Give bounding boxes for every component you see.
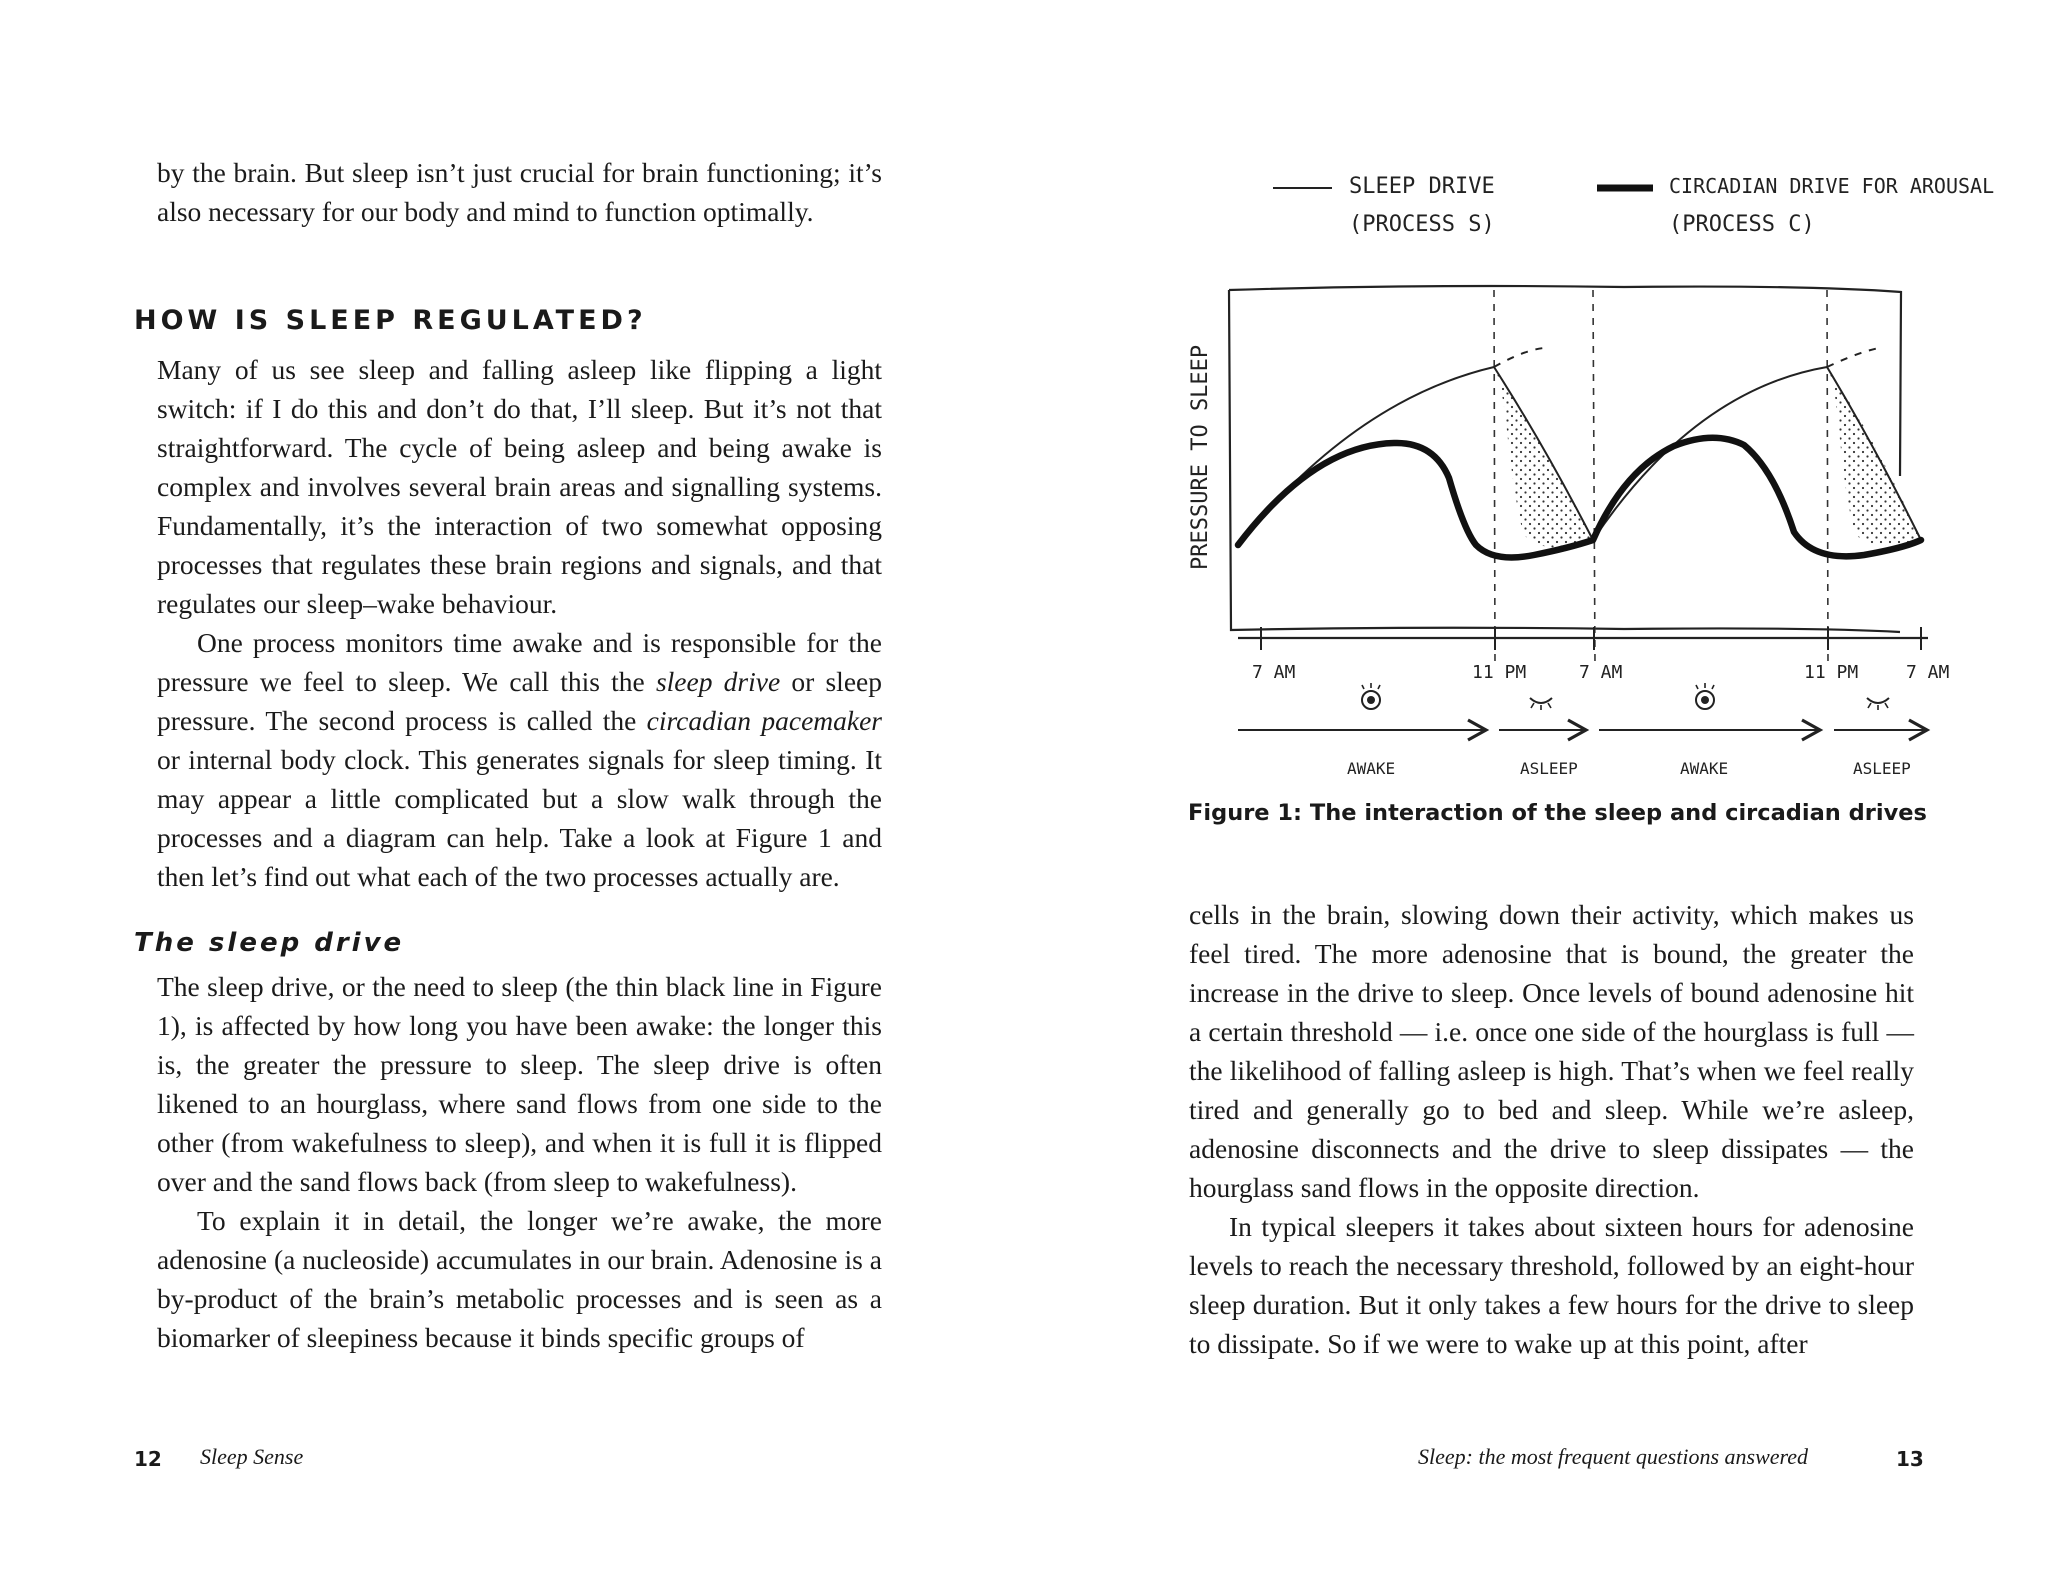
figure-sleep-drives: [1024, 0, 2048, 800]
paragraph-typical-sleepers: [1189, 1207, 1914, 1363]
para2-text-c: or internal body clock. This generates signals for sleep timing. It may appear a little complicated but a slow walk through the processes and a diagram can help. Take a look at Figure 1 and then let’s find out what each of the two processes actually are.: [157, 744, 882, 892]
closed-eye-icon: [1530, 698, 1552, 710]
legend-thin-label-2: (PROCESS S): [1349, 212, 1495, 237]
running-title: Sleep Sense: [200, 1444, 304, 1469]
closed-eye-icon: [1867, 698, 1889, 710]
intro-paragraph: by the brain. But sleep isn’t just crucial for brain functioning; it’s also necessary for our body and mind to function optimally.: [157, 157, 882, 227]
section-heading: HOW IS SLEEP REGULATED?: [134, 305, 647, 336]
y-axis-label: PRESSURE TO SLEEP: [1188, 344, 1213, 570]
open-eye-icon: [1362, 683, 1380, 709]
time-label-2: 11 PM: [1472, 662, 1527, 683]
legend-thick-label-2: (PROCESS C): [1669, 212, 1815, 237]
subsection-heading: The sleep drive: [134, 928, 405, 958]
page-number: 13: [1896, 1447, 1924, 1471]
para2-right-text: In typical sleepers it takes about sixteen hours for adenosine levels to reach the necessary threshold, followed by an eight-hour sleep duration. But it only takes a few hours for the drive to sleep to dissipate. So if we were to wake up at this point, after: [1189, 1211, 1914, 1359]
marker-7am-2: [1593, 290, 1595, 665]
para2-text-b: or sleep pressure. The second process is called the: [157, 666, 882, 736]
time-label-3: 7 AM: [1579, 662, 1623, 683]
legend-thick-label-1: CIRCADIAN DRIVE FOR AROUSAL: [1669, 174, 1995, 198]
page-number: 12: [134, 1447, 162, 1471]
para2-text-a: One process monitors time awake and is responsible for the pressure we feel to sleep. We call this the: [157, 627, 882, 697]
time-label-4: 11 PM: [1804, 662, 1859, 683]
sleep-drive-continuation-1: [1494, 348, 1544, 367]
right-page: [1024, 0, 2048, 1579]
term-sleep-drive: sleep drive: [655, 666, 781, 697]
time-label-1: 7 AM: [1252, 662, 1296, 683]
sleep-drive-continuation-2: [1827, 348, 1879, 367]
para4-text: To explain it in detail, the longer we’re awake, the more adenosine (a nucleoside) accumulates in our brain. Adenosine is a by-product of the brain’s metabolic processes and is seen as a biomarker of sleepiness because it binds specific groups of: [157, 1205, 882, 1353]
marker-11pm-1: [1494, 290, 1495, 665]
state-label-asleep-1: ASLEEP: [1520, 759, 1578, 778]
shaded-gap-1: [1494, 367, 1593, 547]
figure-caption: Figure 1: The interaction of the sleep and circadian drives: [1188, 800, 1927, 826]
legend-thin-label-1: SLEEP DRIVE: [1349, 174, 1495, 199]
paragraph-sleep-drive: The sleep drive, or the need to sleep (the thin black line in Figure 1), is affected by how long you have been awake: the longer this is, the greater the pressure to sleep. The sleep drive is often likened to an hourglass, where sand flows from one side to the other (from wakefulness to sleep), and when it is full it is flipped over and the sand flows back (from sleep to wakefulness).: [157, 971, 882, 1197]
marker-11pm-2: [1827, 290, 1828, 665]
term-circadian-pacemaker: circadian pacemaker: [646, 705, 882, 736]
running-title: Sleep: the most frequent questions answered: [1418, 1444, 1809, 1469]
paragraph-adenosine: [157, 1201, 882, 1357]
state-label-awake-2: AWAKE: [1680, 759, 1729, 778]
paragraph-adenosine-cont: cells in the brain, slowing down their activity, which makes us feel tired. The more adenosine that is bound, the greater the increase in the drive to sleep. Once levels of bound adenosine hit a certain threshold — i.e. once one side of the hourglass is full — the likelihood of falling asleep is high. That’s when we feel really tired and generally go to bed and sleep. While we’re asleep, adenosine disconnects and the drive to sleep dissipates — the hourglass sand flows in the opposite direction.: [1189, 899, 1914, 1203]
paragraph-two-processes: [157, 623, 882, 896]
state-label-awake-1: AWAKE: [1347, 759, 1396, 778]
time-label-5: 7 AM: [1906, 662, 1950, 683]
state-label-asleep-2: ASLEEP: [1853, 759, 1911, 778]
paragraph-sleep-regulation: Many of us see sleep and falling asleep like flipping a light switch: if I do this and don’t do that, I’ll sleep. But it’s not that straightforward. The cycle of being asleep and being awake is complex and involves several brain areas and signalling systems. Fundamentally, it’s the interaction of two somewhat opposing processes that regulates these brain regions and signals, and that regulates our sleep–wake behaviour.: [157, 354, 882, 619]
open-eye-icon: [1696, 683, 1714, 709]
shaded-gap-2: [1827, 367, 1921, 545]
